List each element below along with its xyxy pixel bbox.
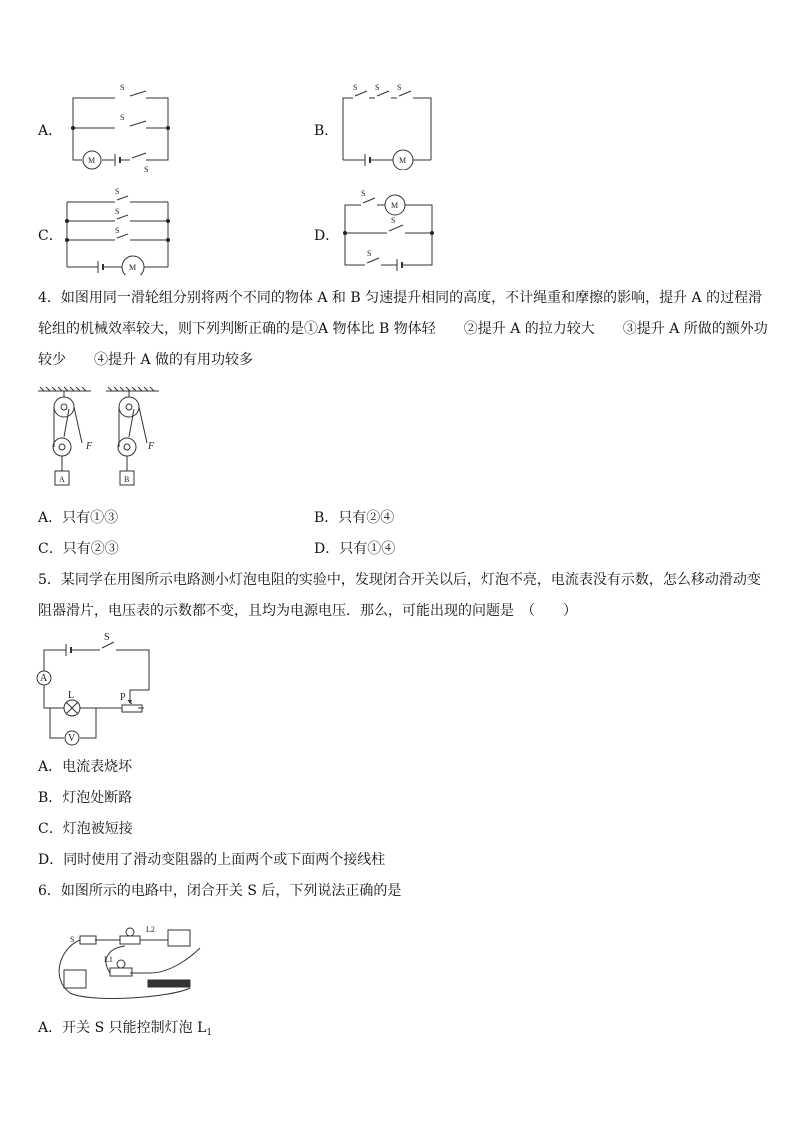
q5-option-d[interactable]: D．同时使用了滑动变阻器的上面两个或下面两个接线柱 xyxy=(38,852,386,868)
q6-stem-line1: 6．如图所示的电路中，闭合开关 S 后，下列说法正确的是 xyxy=(38,883,402,899)
q3-circuit-a xyxy=(60,78,185,178)
switch-s3-label: S xyxy=(397,83,402,92)
ammeter-label: A xyxy=(40,673,48,684)
switch-s3-label: S xyxy=(115,226,120,235)
force-f-label-right: F xyxy=(148,441,155,452)
q4-pulley-figure xyxy=(36,385,166,490)
q6-option-a[interactable]: A．开关 S 只能控制灯泡 $L_1$ xyxy=(38,1020,213,1038)
q4-option-a[interactable]: A．只有①③ xyxy=(38,510,119,526)
motor-label: M xyxy=(88,156,96,165)
q4-option-d[interactable]: D．只有①④ xyxy=(314,541,396,557)
q3-option-a-letter: A． xyxy=(38,123,63,139)
q3-option-c-letter: C． xyxy=(38,228,63,244)
lamp-l2-label: L2 xyxy=(146,925,155,934)
q5-option-a[interactable]: A．电流表烧坏 xyxy=(38,759,133,775)
switch-s2-label: S xyxy=(120,113,125,122)
switch-s1-label: S xyxy=(353,83,358,92)
switch-s1-label: S xyxy=(361,189,366,198)
q3-circuit-c xyxy=(60,185,175,275)
voltmeter-label: V xyxy=(68,733,76,744)
motor-label: M xyxy=(129,263,137,272)
switch-s2-label: S xyxy=(391,216,396,225)
switch-s1-label: S xyxy=(120,83,125,92)
switch-s2-label: S xyxy=(115,207,120,216)
q5-stem-line1: 5．某同学在用图所示电路测小灯泡电阻的实验中，发现闭合开关以后，灯泡不亮，电流表没有示数，怎么移动滑动变 xyxy=(38,572,761,588)
slider-p-label: P xyxy=(120,692,126,703)
force-f-label-left: F xyxy=(86,441,93,452)
motor-label: M xyxy=(399,156,407,165)
q5-circuit-figure xyxy=(34,630,159,750)
switch-s3-label: S xyxy=(367,249,372,258)
switch-s3-label: S xyxy=(144,165,149,174)
switch-s1-label: S xyxy=(115,187,120,196)
q4-stem-line2: 轮组的机械效率较大，则下列判断正确的是①A 物体比 B 物体轻 ②提升 A 的拉力较大 ③提升 A 所做的额外功 xyxy=(38,321,768,337)
q3-option-d-letter: D． xyxy=(314,228,340,244)
block-a-label: A xyxy=(59,475,65,484)
motor-label: M xyxy=(391,201,399,210)
q6-circuit-photo xyxy=(50,918,210,1008)
switch-s2-label: S xyxy=(375,83,380,92)
lamp-l1-label: L1 xyxy=(104,955,113,964)
switch-s-label: S xyxy=(70,935,75,944)
q4-option-b[interactable]: B．只有②④ xyxy=(314,510,395,526)
q4-stem-line3: 较少 ④提升 A 做的有用功较多 xyxy=(38,352,254,368)
q4-stem-line1: 4．如图用同一滑轮组分别将两个不同的物体 A 和 B 匀速提升相同的高度，不计绳重和摩擦的影响，提升 A 的过程滑 xyxy=(38,290,763,306)
q3-circuit-b xyxy=(335,80,440,170)
q4-option-c[interactable]: C．只有②③ xyxy=(38,541,119,557)
switch-s-label: S xyxy=(104,632,110,643)
q5-option-c[interactable]: C．灯泡被短接 xyxy=(38,821,133,837)
q5-stem-line2: 阻器滑片，电压表的示数都不变，且均为电源电压．那么，可能出现的问题是 （ ） xyxy=(38,603,577,619)
q3-option-b-letter: B． xyxy=(314,123,339,139)
q5-option-b[interactable]: B．灯泡处断路 xyxy=(38,790,133,806)
lamp-l-label: L xyxy=(68,690,75,701)
q3-circuit-d xyxy=(337,185,442,275)
block-b-label: B xyxy=(124,475,130,484)
